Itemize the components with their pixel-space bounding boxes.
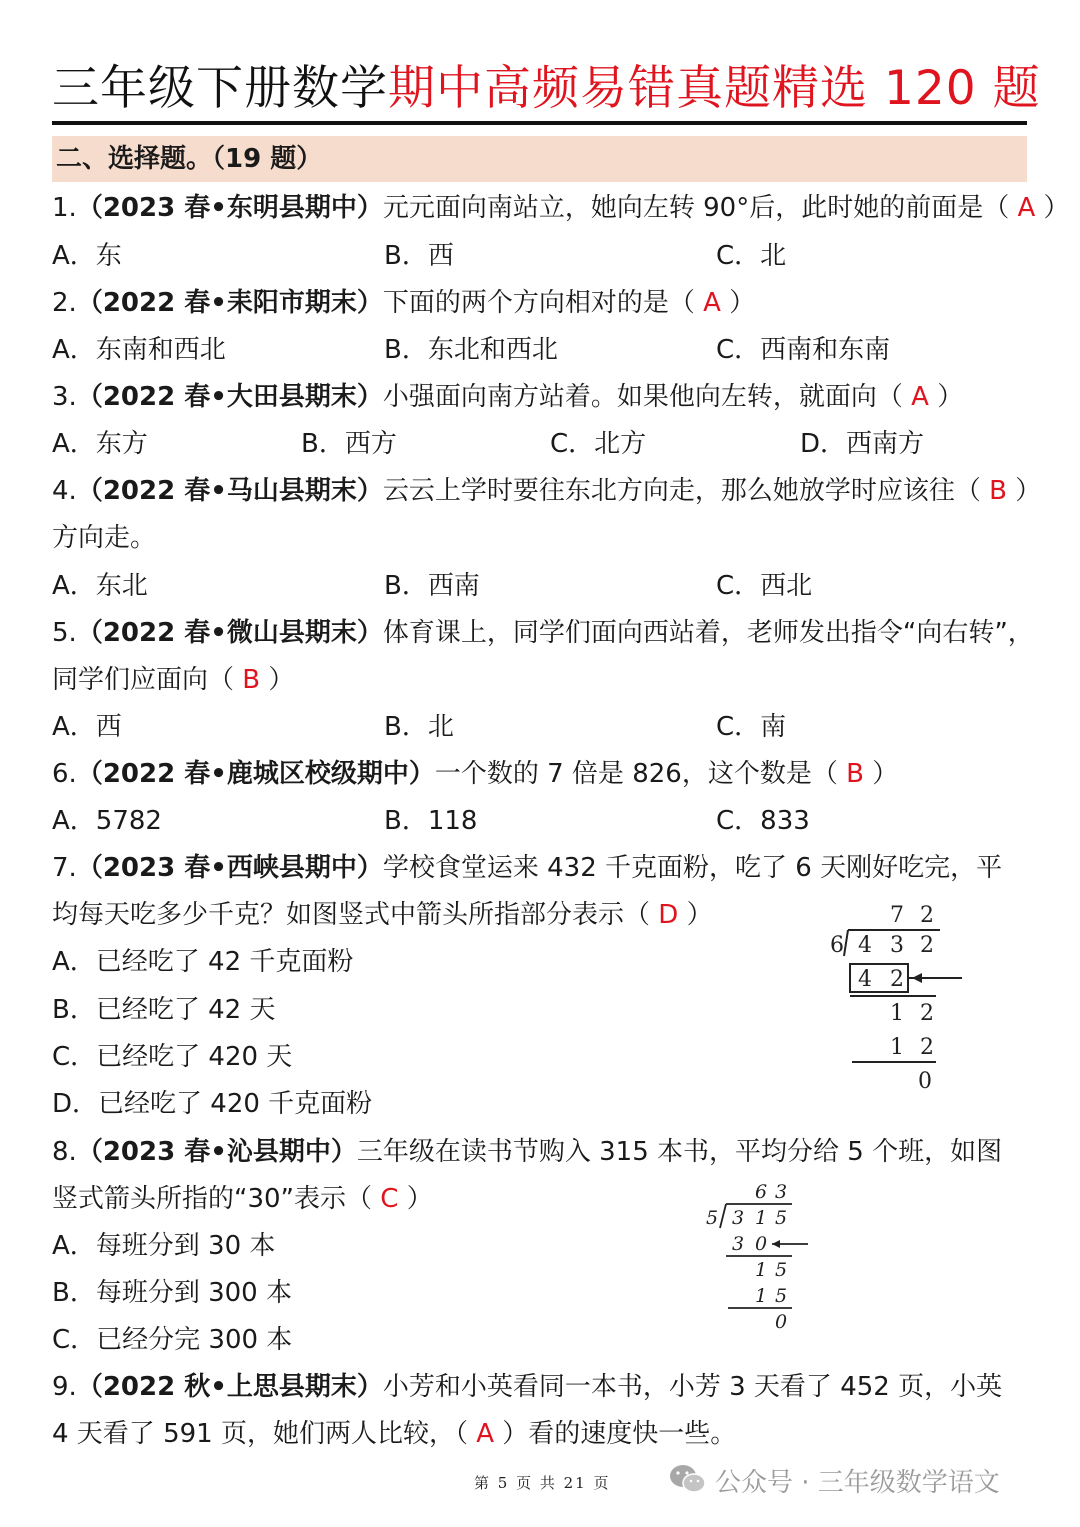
remainder-digit: 1 (890, 1001, 904, 1026)
option-c: C．已经分完 300 本 (52, 1325, 293, 1355)
long-division-figure-q8 (700, 1178, 820, 1333)
question-3: 3.（2022 春•大田县期末）小强面向南方站着。如果他向左转，就面向（ A ） (52, 382, 964, 412)
product-digit: 3 (732, 1233, 745, 1255)
option-d: D．西南方 (800, 429, 925, 459)
question-source: （2022 春•大田县期末） (76, 382, 383, 412)
option-c: C．西南和东南 (716, 335, 891, 365)
product-digit: 4 (858, 967, 872, 992)
product-digit: 1 (755, 1285, 768, 1307)
dividend-digit: 4 (858, 933, 872, 958)
question-source: （2022 春•鹿城区校级期中） (76, 759, 435, 789)
product-digit: 0 (755, 1233, 768, 1255)
answer-mark: B (242, 665, 261, 695)
answer-mark: B (846, 759, 864, 789)
question-7-continuation: 均每天吃多少千克？如图竖式中箭头所指部分表示（ D ） (52, 900, 713, 930)
remainder-digit: 2 (920, 1001, 934, 1026)
option-b: B．每班分到 300 本 (52, 1278, 292, 1308)
option-a: A．东方 (52, 429, 148, 459)
question-7: 7.（2023 春•西峡县期中）学校食堂运来 432 千克面粉，吃了 6 天刚好吃完，平 (52, 853, 1003, 883)
product-digit: 5 (775, 1285, 788, 1307)
final-remainder: 0 (918, 1069, 932, 1094)
title-black-part: 三年级下册数学 (52, 61, 388, 116)
option-b: B．北 (384, 712, 454, 742)
quotient-digit: 7 (890, 903, 904, 928)
question-4: 4.（2022 春•马山县期末）云云上学时要往东北方向走，那么她放学时应该往（ B ） (52, 476, 1042, 506)
question-2: 2.（2022 春•耒阳市期末）下面的两个方向相对的是（ A ） (52, 288, 756, 318)
dividend-digit: 2 (920, 933, 934, 958)
question-8: 8.（2023 春•沁县期中）三年级在读书节购入 315 本书，平均分给 5 个班，如图 (52, 1137, 1003, 1167)
option-a: A．东北 (52, 571, 148, 601)
question-source: （2023 春•沁县期中） (76, 1137, 357, 1167)
option-b: B．西 (384, 241, 454, 271)
long-division-figure-q7 (820, 898, 980, 1098)
option-b: B．东北和西北 (384, 335, 558, 365)
option-b: B．西南 (384, 571, 480, 601)
divisor: 5 (706, 1207, 719, 1229)
page-title (52, 56, 1041, 122)
product-digit: 2 (920, 1035, 934, 1060)
question-source: （2022 秋•上思县期末） (76, 1372, 383, 1402)
answer-mark: B (989, 476, 1007, 506)
option-b: B．已经吃了 42 天 (52, 995, 276, 1025)
option-a: A．5782 (52, 806, 162, 836)
option-c: C．北方 (550, 429, 647, 459)
answer-mark: D (658, 900, 679, 930)
title-red-part: 期中高频易错真题精选 120 题 (388, 61, 1041, 116)
question-5: 5.（2022 春•微山县期末）体育课上，同学们面向西站着，老师发出指令“向右转”， (52, 618, 1034, 648)
option-c: C．833 (716, 806, 810, 836)
question-source: （2023 春•西峡县期中） (76, 853, 383, 883)
option-a: A．每班分到 30 本 (52, 1231, 276, 1261)
question-5-continuation: 同学们应面向（ B ） (52, 665, 295, 695)
dividend-digit: 5 (775, 1207, 788, 1229)
product-digit: 2 (890, 967, 904, 992)
question-9-continuation: 4 天看了 591 页，她们两人比较，（ A ）看的速度快一些。 (52, 1419, 737, 1449)
option-c: C．西北 (716, 571, 813, 601)
wechat-icon (668, 1462, 708, 1496)
option-b: B．118 (384, 806, 478, 836)
quotient-digit: 3 (775, 1181, 788, 1203)
answer-mark: A (1017, 193, 1036, 223)
dividend-digit: 3 (890, 933, 904, 958)
remainder-digit: 5 (775, 1259, 788, 1281)
question-4-continuation: 方向走。 (52, 523, 157, 553)
question-8-continuation: 竖式箭头所指的“30”表示（ C ） (52, 1184, 433, 1214)
divisor: 6 (830, 933, 844, 958)
option-c: C．南 (716, 712, 787, 742)
question-source: （2022 春•微山县期末） (76, 618, 383, 648)
remainder-digit: 1 (755, 1259, 768, 1281)
title-underline (52, 121, 1027, 125)
option-a: A．已经吃了 42 千克面粉 (52, 947, 354, 977)
option-a: A．东南和西北 (52, 335, 226, 365)
dividend-digit: 3 (732, 1207, 745, 1229)
question-source: （2022 春•马山县期末） (76, 476, 383, 506)
quotient-digit: 2 (920, 903, 934, 928)
final-remainder: 0 (775, 1311, 788, 1333)
answer-mark: A (476, 1419, 495, 1449)
answer-mark: C (380, 1184, 399, 1214)
question-source: （2023 春•东明县期中） (76, 193, 383, 223)
option-a: A．东 (52, 241, 122, 271)
answer-mark: A (703, 288, 721, 318)
page-number: 第 5 页 共 21 页 (474, 1474, 611, 1492)
question-9: 9.（2022 秋•上思县期末）小芳和小英看同一本书，小芳 3 天看了 452 页，小英 (52, 1372, 1003, 1402)
option-d: D．已经吃了 420 千克面粉 (52, 1089, 373, 1119)
answer-mark: A (911, 382, 929, 412)
footer-brand: 公众号 · 三年级数学语文 (715, 1468, 1000, 1498)
dividend-digit: 1 (755, 1207, 768, 1229)
option-c: C．北 (716, 241, 787, 271)
question-source: （2022 春•耒阳市期末） (76, 288, 383, 318)
section-heading: 二、选择题。（19 题） (52, 136, 1027, 182)
option-c: C．已经吃了 420 天 (52, 1042, 293, 1072)
option-a: A．西 (52, 712, 122, 742)
quotient-digit: 6 (755, 1181, 768, 1203)
option-b: B．西方 (301, 429, 397, 459)
question-6: 6.（2022 春•鹿城区校级期中）一个数的 7 倍是 826，这个数是（ B ） (52, 759, 899, 789)
question-1: 1.（2023 春•东明县期中）元元面向南站立，她向左转 90°后，此时她的前面是（ A ） (52, 193, 1070, 223)
product-digit: 1 (890, 1035, 904, 1060)
